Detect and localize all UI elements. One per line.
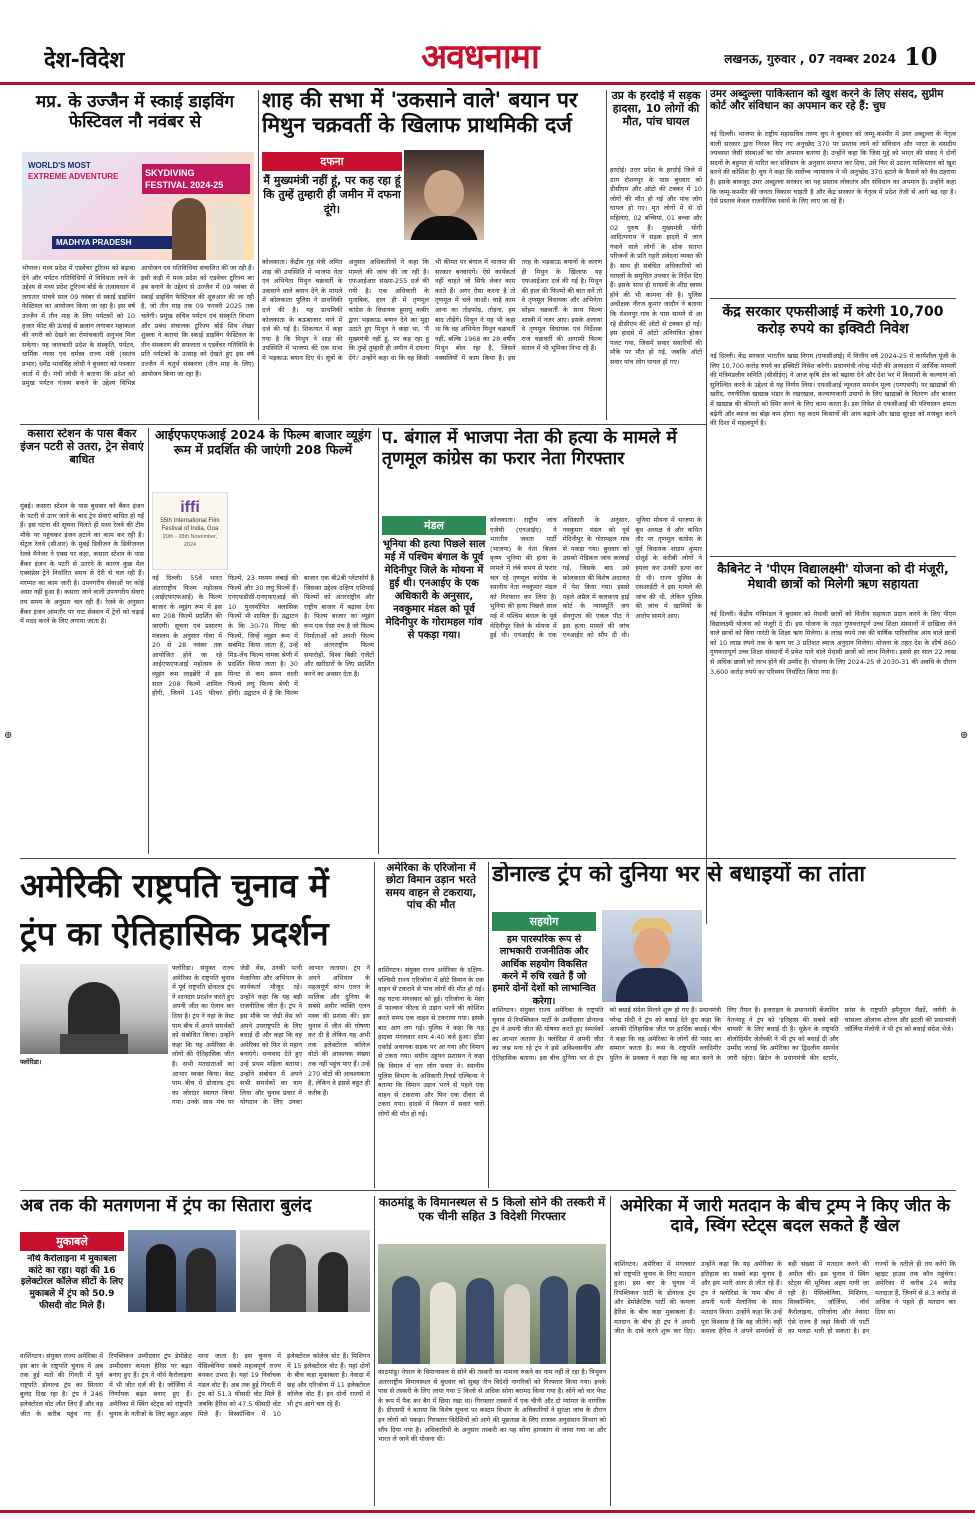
crowd-photo — [240, 1230, 370, 1312]
iffi-headline: आईएफएफआई 2024 के फिल्म बाजार व्यूइंग रूम में प्रदर्शित की जाएंगी 208 फिल्में — [155, 428, 371, 457]
footer-rule — [0, 1510, 975, 1513]
bengal-body: कोलकाता। राष्ट्रीय जांच एजेंसी (एनआईए) ने भारतीय जनता पार्टी (भाजपा) के नेता बिजन कृष्ण भूनिया की हत्या के मामले में लंबे समय से फरार चल रहे तृणमूल कांग्रेस के स्थानीय नेता नवकुमार मंडल को गिरफ्तार कर लिया है। भूनिया की हत्या पिछले साल मई में पश्चिम बंगाल के पूर्व मेदिनीपुर जिले के मोयना में हुई थी। एनआईए के एक अधिकारी के अनुसार, नवकुमार मंडल को पूर्व मेदिनीपुर के गोरामहल गांव से पकड़ा गया। बुधवार को उसको मेडिकल जांच करवाई गई, जिसके बाद उसे कोलकाता की विशेष अदालत में पेश किया गया। इससे पहले अप्रैल में कलकत्ता हाई कोर्ट के न्यायमूर्ति जय सेनगुप्ता की एकल पीठ ने इस हत्या मामले की जांच एनआईए को सौंप दी थी। भूनिया मोयना में भाजपा के बूथ अध्यक्ष थे और कथित तौर पर तृणमूल कांग्रेस के पूर्व विधायक संग्राम कुमार दोलुई के करीबी लोगों ने हमला कर उनकी हत्या कर दी थी। राज्य पुलिस के एसआईटी ने इस मामले की जांच की थी, लेकिन पुलिस की जांच में खामियों के आरोप सामने आए। — [490, 516, 702, 640]
trump-portrait-photo — [602, 910, 702, 1002]
person-silhouette — [172, 198, 206, 260]
counting-tag: मुकाबले — [20, 1232, 124, 1251]
kasara-headline: कसारा स्टेशन के पास बैंकर इंजन पटरी से उतरा, ट्रेन सेवाएं बाधित — [20, 428, 144, 466]
ujjain-body: भोपाल। मध्य प्रदेश में एडवेंचर टूरिज्म को बढ़ावा देने और पर्यटन गतिविधियों में विविधता लाने के उद्देश्य से मध्य प्रदेश टूरिज्म बोर्ड के तत्वावधान में लगातार पांचवे साल 09 नवंबर से स्काई डाइविंग फेस्टिवल का आयोजन किया जा रहा है। इस वर्ष उज्जैन में तीन माह के लिए पर्यटकों को 10 हजार फीट की ऊंचाई से छलांग लगाकर महाकाल की नगरी को देखने का रोमांचकारी अनुभव मिल सकेगा। यह जानकारी प्रदेश के संस्कृति, पर्यटन, धार्मिक न्यास एवं धर्मस्व राज्य मंत्री (स्वतंत्र प्रभार) धर्मेंद्र भावसिंह लोधी ने बुधवार को पत्रकार वार्ता में दी। मंत्री लोधी ने बताया कि प्रदेश को प्रमुख पर्यटन गंतव्य बनाने के उद्देश्य विभिन्न आयोजन एवं गतिविधियां संचालित की जा रही हैं। इसी कड़ी में मध्य प्रदेश को एडवेंचर टूरिज्म का हब बनाने के उद्देश्य से उज्जैन में 09 नवंबर से स्काई डाइविंग फेस्टिवल की शुरुआत की जा रही है, जो तीन माह तक 09 फरवरी 2025 तक चलेगी। प्रमुख सचिव पर्यटन एवं संस्कृति विभाग और प्रबंध संचालक टूरिज्म बोर्ड शिव शेखर शुक्ला ने बताया कि स्काई डाइविंग फेस्टिवल के तीन संस्करण की सफलता व एडवेंचर गतिविधि के प्रति पर्यटकों के उत्साह को देखते हुए इस वर्ष उज्जैन में चतुर्थ संस्करण (तीन माह के लिए) आयोजन किया जा रहा है। — [22, 264, 254, 388]
mithun-photo — [404, 150, 484, 240]
abdullah-headline: उमर अब्दुल्ला पाकिस्तान को खुश करने के लिए संसद, सुप्रीम कोर्ट और संविधान का अपमान कर रहे हैं: चुघ — [710, 88, 944, 113]
hardoi-headline: उप्र के हरदोई में सड़क हादसा, 10 लोगों की मौत, पांच घायल — [611, 90, 701, 128]
fci-headline: केंद्र सरकार एफसीआई में करेगी 10,700 करोड़ रुपये का इक्विटी निवेश — [722, 304, 944, 337]
kathmandu-body: काठमांडू। नेपाल के विमानस्थल से सोने की तस्करी का मामला रुकने का नाम नहीं ले रहा है। त्रिभुवन अंतरराष्ट्रीय विमानस्थल से बुधवार को सुबह तीन विदेशी नागरिकों को गिरफ्तार किया गया। इनके पास से तस्करी के लिए लाया गया 5 किलो से अधिक सोना बरामद किया गया है। सोने को चार पेस्ट के रूप में पैक कर बैग में छिपा रखा था। गिरफ्तार तस्करों में एक चीनी और दो म्यांमार के नागरिक हैं। डीएसपी ने बताया कि विशेष सूचना पर कस्टम विभाग के अधिकारियों ने सुरक्षा जांच के दौरान इन लोगों को पकड़ा। गिरफ्तार विदेशियों को आगे की पूछताछ के लिए राजस्व अनुसंधान विभाग को सौंप दिया गया है। अधिकारियों के अनुसार तस्करी का यह सोना हांगकांग से लाया गया था और भारत ले जाने की योजना थी। — [378, 1368, 606, 1444]
column-divider — [378, 428, 379, 854]
swing-headline: अमेरिका में जारी मतदान के बीच ट्रम्प ने किए जीत के दावे, स्विंग स्टेट्स बदल सकते हैं खेल — [619, 1196, 951, 1237]
person-shape — [318, 1252, 348, 1312]
person-shape — [430, 1282, 456, 1364]
iffi-logo-dates: 20th - 28th November, 2024 — [162, 534, 218, 548]
face-shape — [634, 928, 670, 968]
section-title: देश-विदेश — [44, 48, 125, 73]
logo-text: अवधनामा — [421, 37, 539, 77]
trump-history-headline: अमेरिकी राष्ट्रपति चुनाव में ट्रंप का ऐतिहासिक प्रदर्शन — [20, 866, 329, 953]
issue-date: लखनऊ, गुरुवार , 07 नवम्बर 2024 — [724, 52, 896, 66]
trump-vance-photo — [128, 1230, 236, 1312]
abdullah-body: नई दिल्ली। भाजपा के राष्ट्रीय महासचिव तरुण चुघ ने बुधवार को जम्मू-कश्मीर में उमर अब्दुल्ला के नेतृत्व वाली सरकार द्वारा निरस्त किए गए अनुच्छेद 370 पर प्रस्ताव लाने को संविधान और भारत के संसदीय ज्यवस्था जैसी संस्थाओं का घोर अपमान बताया है। उन्होंने कहा कि जिस मुद्दे को भारत की संसद ने दोनों सदनों के बहुमत से पारित कर संविधान के अनुसार समाप्त कर दिया, उसे फिर से उठाना पाकिस्तान को खुश करने की कोशिश है। चुघ ने कहा कि सर्वोच्च न्यायालय ने भी अनुच्छेद 370 हटाने के फैसले को वैध ठहराया है। इसके बावजूद उमर अब्दुल्ला सरकार का यह प्रस्ताव लोकतंत्र और संविधान का अपमान है। उन्होंने कहा कि जम्मू-कश्मीर की जनता विकास चाहती है और केंद्र सरकार के नेतृत्व में प्रदेश तेजी से आगे बढ़ रहा है। ऐसे प्रस्ताव केवल राजनीतिक स्वार्थ के लिए लाए जा रहे हैं। — [710, 130, 956, 206]
banner-line-3: SKYDIVING — [145, 168, 195, 178]
row-divider — [20, 1190, 956, 1191]
trump-speech-photo — [20, 964, 168, 1054]
banner-line-4: FESTIVAL 2024-25 — [145, 180, 224, 190]
iffi-logo-mark: iffi — [180, 499, 200, 516]
column-divider — [374, 1196, 375, 1506]
congrats-body: वाशिंगटन। संयुक्त राज्य अमेरिका के राष्ट्रपति चुनाव में रिपब्लिकन पार्टी के उम्मीदवार डोनाल्ड ट्रंप ने अपनी जीत की घोषणा करते हुए समर्थकों का आभार जताया है। फ्लोरिडा में अपनी जीत का जश्न मना रहे ट्रंप ने इसे अविश्वसनीय और ऐतिहासिक बताया। इस बीच दुनिया भर से ट्रंप को बधाई संदेश मिलने शुरू हो गए हैं। प्रधानमंत्री नरेन्द्र मोदी ने ट्रंप को बधाई देते हुए कहा कि आपकी ऐतिहासिक जीत पर हार्दिक बधाई। चीन ने कहा कि वह अमेरिका के लोगों की पसंद का सम्मान करता है। रूस के राष्ट्रपति व्लादिमीर पुतिन के प्रवक्ता ने कहा कि वह बात करने के लिए तैयार हैं। इजराइल के प्रधानमंत्री बेंजामिन नेतन्याहू ने ट्रंप को 'इतिहास की सबसे बड़ी वापसी' के लिए बधाई दी है। यूक्रेन के राष्ट्रपति वोलोदिमीर जेलेंस्की ने भी ट्रंप को बधाई दी और उम्मीद जताई कि अमेरिका का द्विदलीय समर्थन जारी रहेगा। ब्रिटेन के प्रधानमंत्री कीर स्टार्मर, फ्रांस के राष्ट्रपति इमैनुएल मैक्रों, जर्मनी के चांसलर ओलाफ शोल्ज और इटली की प्रधानमंत्री जॉर्जिया मेलोनी ने भी ट्रंप को बधाई संदेश भेजे। — [492, 1006, 956, 1062]
bengal-pull-quote: भूनिया की हत्या पिछले साल मई में पश्चिम बंगाल के पूर्व मेदिनीपुर जिले के मोयना में हुई थी। एनआईए के एक अधिकारी के अनुसार, नवकुमार मंडल को पूर्व मेदिनीपुर के गोरामहल गांव से पकड़ा गया। — [382, 539, 486, 641]
masthead-rule — [0, 82, 975, 85]
banner-line-2: EXTREME ADVENTURE — [28, 172, 119, 181]
vidyalaxmi-headline: कैबिनेट ने 'पीएम विद्यालक्ष्मी' योजना को दी मंजूरी, मेधावी छात्रों को मिलेगी ऋण सहायता — [717, 562, 949, 591]
shah-headline: शाह की सभा में 'उकसाने वाले' बयान पर मिथुन चक्रवर्ती के खिलाफ प्राथमिकी दर्ज — [262, 88, 578, 137]
fci-body: नई दिल्ली। केंद्र सरकार भारतीय खाद्य निगम (एफसीआई) में वित्तीय वर्ष 2024-25 में कार्यशील पूंजी के लिए 10,700 करोड़ रुपये का इक्विटी निवेश करेगी। प्रधानमंत्री नरेन्द्र मोदी की अध्यक्षता में आर्थिक मामलों की मंत्रिमंडलीय समिति (सीसीईए) ने आज कृषि क्षेत्र को बढ़ावा देने और देश भर में किसानों के कल्याण को सुनिश्चित करने के उद्देश्य से यह निर्णय लिया। एफसीआई न्यूनतम समर्थन मूल्य (एमएसपी) पर खाद्यान्नों की खरीद, रणनीतिक खाद्यान्न भंडार के रखरखाव, कल्याणकारी उपायों के लिए खाद्यान्नों के वितरण और बाजार में खाद्यान्न की कीमतों को स्थिर करने के लिए काम करता है। इस निवेश से एफसीआई की परिचालन क्षमता बढ़ेगी और ब्याज का बोझ कम होगा। यह कदम किसानों की आय बढ़ाने और खाद्य सुरक्षा को मजबूत करने की दिशा में महत्वपूर्ण है। — [710, 352, 956, 428]
congrats-headline: डोनाल्ड ट्रंप को दुनिया भर से बधाइयों का तांता — [492, 862, 866, 887]
shah-pull-quote: मैं मुख्यमंत्री नहीं हूं, पर कह रहा हूं कि तुम्हें तुम्हारी ही जमीन में दफना दूंगे। — [263, 174, 401, 216]
banner-line-1: WORLD'S MOST — [28, 161, 91, 170]
iffi-body: नई दिल्ली। 55वें भारत अंतरराष्ट्रीय फिल्म महोत्सव (आईएफएफआई) के फिल्म बाजार के व्यूइंग रूम में इस बार 208 फिल्में प्रदर्शित की जाएंगी। सूचना एवं प्रसारण मंत्रालय के अनुसार गोवा में 20 से 28 नवंबर तक आयोजित होने जा रहे आईएफएफआई महोत्सव के व्यूइंग रूम लाइब्रेरी में इस साल 208 फिल्में शामिल होंगी, जिनमें 145 फीचर फिल्में, 23 मध्यम लंबाई की फिल्में और 30 लघु फिल्में हैं। एनएफडीसी-एनएफएआई की 10 पुनर्स्थापित क्लासिक फिल्में भी शामिल हैं। उद्घाटन के कि 30-70 मिनट की फिल्में, जिन्हें व्यूइंग रूम में सबमिट किया जाता है, उन्हें मिड-लेंथ फिल्म नामक श्रेणी में प्रदर्शित किया जाता है। 30 मिनट से कम समय वाली फिल्में लघु फिल्म श्रेणी में होंगी। उद्घाटन में है कि फिल्म बाजार एक बी2बी प्लेटफॉर्म है जिसका उद्देश्य दक्षिण एशियाई फिल्मों को अंतरराष्ट्रीय और राष्ट्रीय बाजार में बढ़ावा देना है। फिल्म बाजार का व्यूइंग रूम एक ऐसा मंच है जो फिल्म निर्माताओं को अपनी फिल्म को अंतरराष्ट्रीय फिल्म समारोहों, विश्व बिक्री एजेंटों और खरीदारों के लिए प्रदर्शित करने का अवसर देता है। — [152, 574, 374, 698]
banner-line-5: MADHYA PRADESH — [52, 236, 172, 249]
ujjain-headline: मप्र. के उज्जैन में स्काई डाइविंग फेस्टिवल नौ नवंबर से — [36, 92, 234, 133]
podium-shape — [60, 1034, 128, 1054]
story-divider — [710, 298, 956, 299]
kathmandu-arrest-photo — [378, 1244, 606, 1364]
trump-history-body: फ्लोरिडा। संयुक्त राज्य अमेरिका के राष्ट्रपति चुनाव में पूर्व राष्ट्रपति डोनाल्ड ट्रंप ने शानदार प्रदर्शन करते हुए अपनी जीत का ऐलान कर दिया है। ट्रंप ने यहां के वेस्ट पाम बीच में अपने समर्थकों को संबोधित किया। उन्होंने कहा कि यह अमेरिका के लोगों की ऐतिहासिक जीत है। सभी मतदाताओं का आभार व्यक्त किया। वेस्ट पाम बीच में डोनाल्ड ट्रंप का जोरदार स्वागत किया गया। उनके साथ मंच पर जेडी वेंस, उनकी पत्नी मेलानिया और अभियान के कार्यकर्ता मौजूद रहे। उन्होंने कहा कि यह बड़ी राजनीतिक जीत है। ट्रंप ने इस मौके पर जेडी वेंस को अपने उपराष्ट्रपति के लिए बधाई दी और कहा कि वह अमेरिका को फिर से महान बनाएंगे। धन्यवाद देते हुए उन्हें प्रथम महिला बताया। उन्होंने संबोधन में अपने सभी समर्थकों का नाम लिया और चुनाव प्रचार में योगदान के लिए उनका आभार जताया। ट्रंप ने अपने अभियान के महत्वपूर्ण स्तंभ एलन के मालिक और दुनिया के सबसे अमीर व्यक्ति एलन मस्क की प्रशंसा की। इस चुनाव में जीत की घोषणा कर दी है लेकिन यह अभी तक इलेक्टोरल कॉलेज वोटों की आवश्यक संख्या तक नहीं पहुंच पाए हैं। उन्हें 270 वोटों की आवश्यकता है, लेकिन वे इससे बहुत ही करीब हैं। — [172, 964, 370, 1107]
column-divider — [606, 90, 607, 420]
column-divider — [148, 428, 149, 854]
congrats-tag: सहयोग — [492, 912, 596, 931]
row-divider — [20, 424, 706, 425]
column-divider — [706, 90, 707, 924]
counting-headline: अब तक की मतगणना में ट्रंप का सितारा बुलंद — [20, 1196, 312, 1216]
person-shape — [146, 1244, 176, 1312]
masthead — [0, 0, 975, 82]
person-shape — [576, 1284, 600, 1364]
kathmandu-headline: काठमांडू के विमानस्थल से 5 किलो सोने की तस्करी में एक चीनी सहित 3 विदेशी गिरफ्तार — [378, 1196, 606, 1223]
person-shape — [392, 1276, 420, 1364]
suit-shape — [616, 968, 688, 1002]
bengal-headline: प. बंगाल में भाजपा नेता की हत्या के मामले में तृणमूल कांग्रेस का फरार नेता गिरफ्तार — [382, 428, 677, 469]
registration-mark-icon: ⊕ — [4, 730, 13, 741]
ujjain-banner-image — [22, 152, 254, 260]
page-number: 10 — [904, 42, 938, 71]
row-divider — [20, 858, 956, 859]
column-divider — [374, 862, 375, 1188]
person-shape — [270, 1244, 306, 1312]
congrats-body-side — [706, 910, 956, 1004]
shah-body: कोलकाता। केंद्रीय गृह मंत्री अमित शाह की उपस्थिति में भाजपा नेता एवं अभिनेता मिथुन चक्रवर्ती के उकसाने वाले बयान देने के मामले में कोलकाता पुलिस ने प्राथमिकी दर्ज की है। यह प्राथमिकी कोलकाता के बऊबाजार थाने में दर्ज की गई है। शिकायत में कहा गया है कि मिथुन ने शाह की उपस्थिति में भाजपा की एक सभा में भड़काऊ बयान दिए थे। सूत्रों के अनुसार अधिकारियों ने कहा कि मामले की जांच की जा रही है। एफआईआर संख्या-255 दर्ज की गयी है। एक अधिकारी के मुताबिक, हाल ही में तृणमूल कांग्रेस के विधायक हुमायूं कबीर द्वारा भड़काऊ बयान देने का मुद्दा उठाते हुए मिथुन ने कहा था, 'मैं मुख्यमंत्री नहीं हूं, पर कह रहा हूं कि तुम्हें तुम्हारी ही जमीन में दफना देंगे।' उन्होंने कहा था कि वह किसी भी कीमत पर बंगाल में भाजपा की सरकार बनवाएंगे। ऐसे कार्यकर्ता नहीं चाहते जो सिर्फ लेकर काम करते हैं। अगर ऐसा करना है तो तृणमूल में चले जाओ। चाहे काम आना का तोड़फोड़, तोड़ना, हम बाद तोड़ेंगे। मिथुन ने यह भी कहा था कि वह अभिनेता मिथुन चक्रवर्ती नहीं, बल्कि 1968 का 28 वर्षीय मिथुन बोल रहा है, जिसने नक्सलियों में काम किया है। इस तरह के भड़काऊ बयानों के कारण ही मिथुन के खिलाफ यह एफआईआर दर्ज की गई है। मिथुन की हाल की फिल्मों की बात करें तो वे तृणमूल विधायक और अभिनेता सोहम चक्रवर्ती के साथ फिल्म शास्त्री में नजर आए। इसके अलावा वे तृणमूल विधायक एवं निर्देशक राज चक्रवर्ती की आगामी फिल्म संतान में भी भूमिका निभा रहे हैं। — [262, 258, 602, 362]
kasara-body: मुंबई। कसारा स्टेशन के पास बुधवार को बैंकर इंजन के पटरी से उतर जाने के बाद ट्रेन सेवाएं बाधित हो गईं हैं। इस घटना की सूचना मिलते ही मध्य रेलवे की टीम मौके पर पहुंचकर इंजन हटाने का काम कर रही है। सेंट्रल रेलवे (सीआर) के मुंबई डिवीजन के डिवीजनल रेलवे मैनेजर ने एक्स पर कहा, कसारा स्टेशन के पास बैंकर इंजन के पटरी से उतरने के कारण कुछ मेल एक्सप्रेस ट्रेनें निर्धारित समय से देरी से चल रही हैं। मरम्मत का काम जारी है। उपनगरीय सेवाओं पर कोई असर नहीं हुआ है। कसारा जाने वाली उपनगरीय सेवाएं तय समय के अनुसार चल रही हैं। रेलवे के अनुसार बैंकर इंजन आमतौर पर घाट सेक्शन में ट्रेनों को चढ़ाई में मदद करने के लिए लगाया जाता है। — [20, 502, 144, 626]
person-shape — [466, 1278, 494, 1364]
person-shape — [540, 1276, 568, 1364]
arizona-body: वाशिंगटन। संयुक्त राज्य अमेरिका के दक्षिण-पश्चिमी राज्य एरिजोना में छोटे विमान के एक वाहन से टकराने से पांच लोगों की मौत हो गई। यह घटना मंगलवार को हुई। एरिजोना के मेसा में फाल्कन फील्ड से उड़ान भरने की कोशिश करते समय एक वाहन से टकराया गया। इसके बाद आग लग गई। पुलिस ने कहा कि यह हादसा मंगलवार शाम 4:40 बजे हुआ। होंडा एकॉर्ड अचानक सड़क पर आ गया और विमान से टकरा गया। संघीय उड्डयन प्रशासन ने कहा कि विमान में चार लोग सवार थे। स्थानीय पुलिस विभाग के अधिकारी रिचर्ड एल्किन्स ने बताया कि विमान उड़ान भरने से पहले एक वाहन से टकराया और फिर एक दीवार से टकरा गया। हादसे में विमान में सवार चारों लोगों की मौत हो गई। — [378, 966, 484, 1118]
story-divider — [710, 556, 956, 557]
column-divider — [258, 90, 259, 420]
logo — [330, 32, 630, 78]
bengal-tag: मंडल — [382, 516, 486, 535]
counting-pull-quote: नॉर्थ कैरोलाइना में मुकाबला कांटे का रहा। यहां की 16 इलेक्टोरल कॉलेज सीटों के लिए मुकाबले में ट्रंप को 50.9 फीसदी वोट मिले हैं। — [20, 1254, 124, 1311]
hardoi-body: हरदोई। उत्तर प्रदेश के हरदोई जिले में ग्राम रोशनपुर के पास बुधवार को डीसीएम और ऑटो की टक्कर में 10 लोगों की मौत हो गई और पांच लोग घायल हो गए। मृत लोगों में से दो महिलाएं, 02 बच्चियां, 01 बच्चा और 02 पुरुष हैं। मुख्यमंत्री योगी आदित्यनाथ ने सड़क हादसे में जान गंवाने वाले लोगों के शोक संतप्त परिजनों के प्रति गहरी संवेदना व्यक्त की है। साथ ही संबंधित अधिकारियों को घायलों के समुचित उपचार के निर्देश दिए हैं। इसके साथ ही घायलों के शीघ्र स्वस्थ होने की भी कामना की है। पुलिस अधीक्षक नीरज कुमार जादौन ने बताया कि रोशनपुर गांव के पास सामने से आ रहे डीसीएम की ऑटो से टक्कर हो गई। इस हादसे में ऑटो अनियंत्रित होकर पलट गया, जिसमें सवार सवारियों की मौके पर मौत हो गई, जबकि ऑटो सवार पांच लोग घायल हो गए। — [610, 166, 702, 366]
person-shape — [186, 1248, 216, 1312]
swing-body: वाशिंगटन। अमेरिका में मंगलवार को राष्ट्रपति चुनाव के लिए मतदान हुआ। इस बार के चुनाव में रिपब्लिकन पार्टी के डोनाल्ड ट्रंप और डेमोक्रेटिक पार्टी की कमला हैरिस के बीच कड़ा मुकाबला है। मतदान के बीच ही ट्रंप ने अपनी जीत के दावे करने शुरू कर दिए। उन्होंने कहा कि यह अमेरिका के इतिहास का सबसे बड़ा चुनाव है और हम भारी अंतर से जीत रहे हैं। ट्रंप ने फ्लोरिडा के पाम बीच में अपनी पत्नी मेलानिया के साथ मतदान किया। उन्होंने कहा कि उन्हें पूरा विश्वास है कि वह जीतेंगे। वहीं कमला हैरिस ने अपने समर्थकों से बड़ी संख्या में मतदान करने की अपील की। इस चुनाव में स्विंग स्टेट्स की भूमिका अहम मानी जा रही है। पेंसिल्वेनिया, मिशिगन, विस्कॉन्सिन, जॉर्जिया, नॉर्थ कैरोलाइना, एरिजोना और नेवादा ऐसे राज्य हैं जहां किसी भी पार्टी का पलड़ा भारी हो सकता है। इन राज्यों के नतीजे ही तय करेंगे कि व्हाइट हाउस तक कौन पहुंचेगा। अमेरिका में करीब 24 करोड़ मतदाता हैं, जिनमें से 8.3 करोड़ से अधिक ने पहले ही मतदान कर दिया था। — [614, 1260, 956, 1336]
trump-history-caption: फ्लोरिडा। — [20, 1058, 42, 1066]
shah-tag: दफना — [262, 152, 402, 171]
person-shape — [504, 1284, 530, 1364]
person-silhouette — [212, 202, 244, 260]
arizona-headline: अमेरिका के एरिजोना में छोटा विमान उड़ान भरते समय वाहन से टकराया, पांच की मौत — [385, 862, 477, 912]
vidyalaxmi-body: नई दिल्ली। केंद्रीय मंत्रिमंडल ने बुधवार को मेधावी छात्रों को वित्तीय सहायता प्रदान करने के लिए पीएम विद्यालक्ष्मी योजना को मंजूरी दे दी। इस योजना के तहत गुणवत्तापूर्ण उच्च शिक्षा संस्थानों में दाखिला लेने वाले छात्रों को बिना गारंटी के शिक्षा ऋण मिलेगा। 8 लाख रुपये तक की वार्षिक पारिवारिक आय वाले छात्रों को 10 लाख रुपये तक के ऋण पर 3 प्रतिशत ब्याज अनुदान मिलेगा। योजना के तहत देश के शीर्ष 860 गुणवत्तापूर्ण उच्च शिक्षा संस्थानों में प्रवेश पाने वाले मेधावी छात्रों को लाभ मिलेगा। इससे हर साल 22 लाख से अधिक छात्रों को लाभ होने की उम्मीद है। योजना के लिए 2024-25 से 2030-31 की अवधि के दौरान 3,600 करोड़ रुपये का परिव्यय निर्धारित किया गया है। — [710, 610, 956, 676]
congrats-pull-quote: हम पारस्परिक रूप से लाभकारी राजनीतिक और आर्थिक सहयोग विकसित करने में रुचि रखते हैं जो हमारे दोनों देशों को लाभान्वित करेगा। — [492, 934, 596, 1007]
column-divider — [488, 862, 489, 1188]
column-divider — [610, 1196, 611, 1506]
shoulders-shape — [410, 216, 478, 240]
iffi-logo-subtitle: 55th International Film Festival of India, Goa — [160, 518, 220, 532]
registration-mark-icon: ⊕ — [960, 730, 969, 741]
face-shape — [424, 170, 464, 216]
iffi-logo-image — [152, 492, 228, 570]
counting-body: वाशिंगटन। संयुक्त राज्य अमेरिका में इस बार के राष्ट्रपति चुनाव में अब तक हुई मतों की गिनती में पूर्व राष्ट्रपति डोनाल्ड ट्रंप का सितारा बुलंद दिख रहा है। ट्रंप ने 246 इलेक्टोरल वोट जीत लिए हैं और वह जीत के करीब पहुंच गए हैं। रिपब्लिकन उम्मीदवार ट्रंप डेमोक्रेट उम्मीदवार कमला हैरिस पर बढ़त बनाए हुए हैं। ट्रंप ने नॉर्थ कैरोलाइना में भी जीत दर्ज की है। जॉर्जिया में निर्णायक बढ़त बनाए हुए हैं। अमेरिका में स्विंग स्टेट्स को राष्ट्रपति चुनाव के नतीजों के लिए बहुत अहम माना जाता है। इस चुनाव में पेंसिल्वेनिया सबसे महत्वपूर्ण राज्य बनकर उभरा है। यहां 19 निर्वाचक मंडल वोट हैं। अब तक हुई गिनती में ट्रंप को 51.3 फीसदी वोट मिले हैं जबकि हैरिस को 47.5 फीसदी वोट मिले हैं। विस्कॉन्सिन में 10 इलेक्टोरल कॉलेज वोट हैं। मिशिगन में 15 इलेक्टोरल वोट हैं। यहां दोनों के बीच कड़ा मुकाबला है। नेवादा में छह और एरिजोना में 11 इलेक्टोरल कॉलेज वोट हैं। इन दोनों राज्यों में भी ट्रंप आगे चल रहे हैं। — [20, 1352, 370, 1418]
